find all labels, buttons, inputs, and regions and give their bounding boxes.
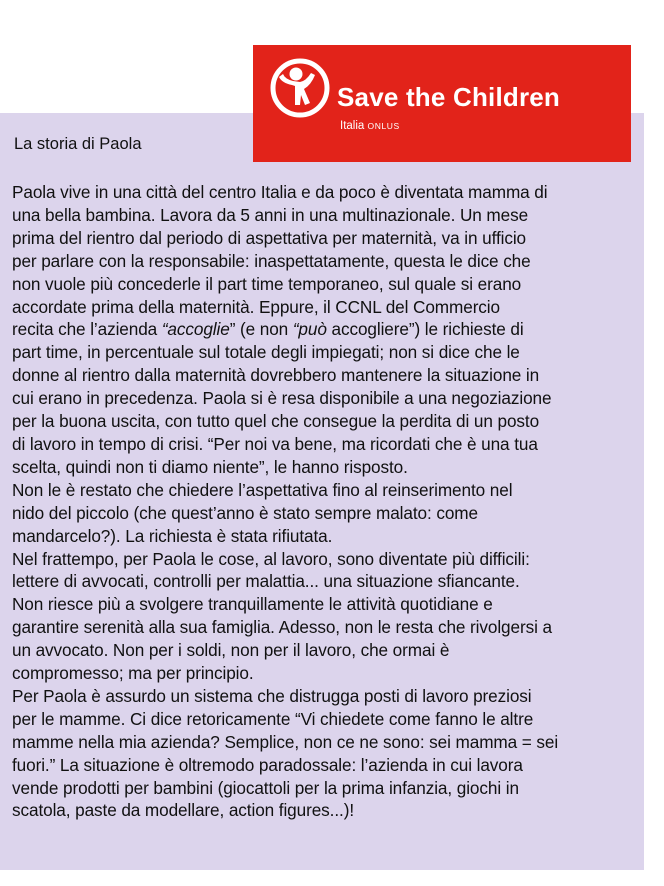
logo-country: Italia — [340, 120, 365, 132]
story-title: La storia di Paola — [14, 135, 142, 153]
story-text: accogliere”) le richieste di — [326, 319, 524, 340]
story-text: recita che l’azienda — [12, 319, 162, 340]
story-line: di lavoro in tempo di crisi. “Per noi va bene, ma ricordati che è una tua — [12, 433, 538, 454]
story-line: garantire serenità alla sua famiglia. Adesso, non le resta che rivolgersi a — [12, 617, 552, 638]
logo-subtitle — [340, 119, 400, 133]
story-line: per la buona uscita, con tutto quel che consegue la perdita di un posto — [12, 411, 540, 432]
story-line: lettere di avvocati, controlli per malattia... una situazione sfiancante. — [12, 571, 520, 592]
logo-suffix: ONLUS — [367, 121, 400, 131]
story-line: un avvocato. Non per i soldi, non per il lavoro, che ormai è — [12, 640, 450, 661]
logo-name: Save the Children — [337, 82, 561, 112]
story-line: accordate prima della maternità. Eppure, il CCNL del Commercio — [12, 296, 500, 317]
story-body — [12, 181, 634, 822]
story-text: ” (e non — [229, 319, 293, 340]
story-line: non vuole più concederle il part time temporaneo, sul quale si erano — [12, 273, 522, 294]
story-line — [12, 318, 634, 341]
story-line: per parlare con la responsabile: inaspettatamente, questa le dice che — [12, 250, 531, 271]
story-line: Per Paola è assurdo un sistema che distrugga posti di lavoro preziosi — [12, 685, 532, 706]
save-the-children-logo — [253, 45, 631, 162]
story-line: prima del rientro dal periodo di aspettativa per maternità, va in ufficio — [12, 227, 527, 248]
story-line: scatola, paste da modellare, action figures...)! — [12, 800, 354, 821]
story-emphasis: “accoglie — [161, 319, 230, 340]
story-line: donne al rientro dalla maternità dovrebbero mantenere la situazione in — [12, 365, 540, 386]
story-line: compromesso; ma per principio. — [12, 663, 254, 684]
story-line: Nel frattempo, per Paola le cose, al lavoro, sono diventate più difficili: — [12, 548, 530, 569]
story-line: scelta, quindi non ti diamo niente”, le hanno risposto. — [12, 456, 408, 477]
story-line: Paola vive in una città del centro Italia e da poco è diventata mamma di — [12, 182, 548, 202]
story-line: una bella bambina. Lavora da 5 anni in una multinazionale. Un mese — [12, 204, 529, 225]
story-line: cui erano in precedenza. Paola si è resa disponibile a una negoziazione — [12, 388, 552, 409]
story-line: vende prodotti per bambini (giocattoli per la prima infanzia, giochi in — [12, 777, 519, 798]
child-figure-icon — [269, 57, 331, 119]
story-line: part time, in percentuale sul totale degli impiegati; non si dice che le — [12, 342, 520, 363]
story-line: mandarcelo?). La richiesta è stata rifiutata. — [12, 525, 333, 546]
story-line: per le mamme. Ci dice retoricamente “Vi chiedete come fanno le altre — [12, 708, 534, 729]
story-line: nido del piccolo (che quest’anno è stato sempre malato: come — [12, 502, 478, 523]
story-emphasis: “può — [292, 319, 327, 340]
story-line: Non le è restato che chiedere l’aspettativa fino al reinserimento nel — [12, 479, 513, 500]
story-line: Non riesce più a svolgere tranquillamente le attività quotidiane e — [12, 594, 493, 615]
story-line: mamme nella mia azienda? Semplice, non ce ne sono: sei mamma = sei — [12, 731, 559, 752]
story-line: fuori.” La situazione è oltremodo paradossale: l’azienda in cui lavora — [12, 754, 523, 775]
